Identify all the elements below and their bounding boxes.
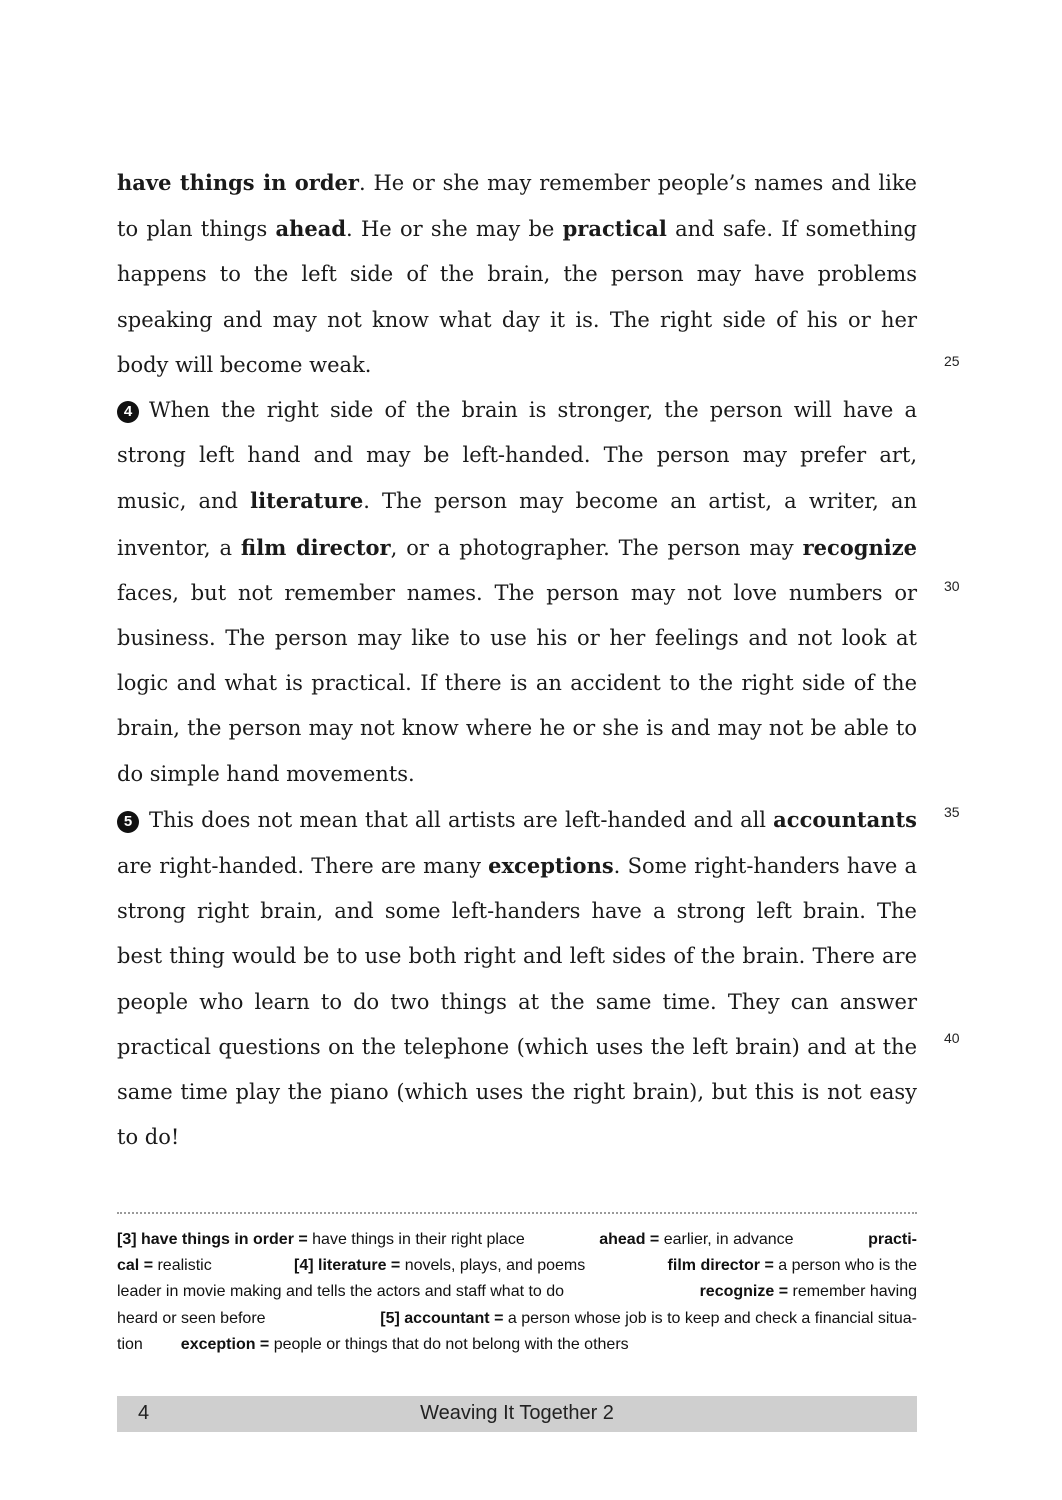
glossary-entry: ahead = earlier, in advance [599,1231,794,1248]
glossary-line: leader in movie making and tells the actors and staff what to do recognize = remember having [117,1279,917,1305]
line-number: 35 [944,804,960,820]
glossary-entry: exception = people or things that do not belong with the others [180,1335,629,1353]
paragraph-5: 5 This does not mean that all artists are left-handed and all accountants are right-handed. There are many exceptions. Some right-handers have a strong right brain, and some left-handers have a strong left brain. The best thing would be to use both right and left sides of the brain. There are people who learn to do two things at the same time. They can answer practical questions on the telephone (which uses the left brain) and at the same time play the piano (which uses the right brain), but this is not easy to do! [117,806,917,1150]
line-number: 30 [944,578,960,594]
vocab-term: have things in order [117,170,359,195]
glossary-entry: film director = a person who is the [667,1257,917,1275]
glossary-entry: [4] literature = novels, plays, and poems [294,1257,586,1275]
line-number: 40 [944,1030,960,1046]
paragraph-number-badge: 4 [117,401,139,423]
page-number: 4 [138,1402,150,1424]
paragraph-4: 4 When the right side of the brain is stronger, the person will have a strong left hand and may be left-handed. The person may prefer art, music, and literature. The person may become an artist, a writer, an inventor, a film director, or a photographer. The person may recognize faces, but not remember names. The person may not love numbers or business. The person may like to use his or her feelings and not look at logic and what is practical. If there is an accident to the right side of the brain, the person may not know where he or she is and may not be able to do simple hand movements. [117,398,917,786]
paragraph-3-continued: have things in order. He or she may remember people’s names and like to plan things ahead. He or she may be practical and safe. If something happens to the left side of the brain, the person may have problems speaking and may not know what day it is. The right side of his or her body will become weak. [117,170,917,377]
vocabulary-glossary [117,1227,917,1358]
glossary-entry: recognize = remember having [699,1283,917,1301]
glossary-entry: [3] have things in order = have things in their right place [117,1231,525,1248]
vocab-term: exceptions [488,853,614,879]
line-number: 25 [944,353,960,369]
book-title: Weaving It Together 2 [420,1402,614,1424]
glossary-entry: [5] accountant = a person whose job is to keep and check a financial situa- [380,1309,917,1327]
footnote-divider [117,1212,917,1214]
vocab-term: literature [250,488,364,514]
vocab-term: ahead [275,216,347,242]
vocab-term: recognize [802,534,917,560]
glossary-entry: practi- [868,1231,917,1248]
glossary-entry: cal = realistic [117,1257,212,1275]
vocab-term: film director [240,534,391,560]
vocab-term: practical [562,216,667,242]
glossary-line: tion exception = people or things that do not belong with the others [117,1332,917,1358]
glossary-line: heard or seen before [5] accountant = a person whose job is to keep and check a financial situa- [117,1306,917,1332]
reading-passage [117,160,917,1160]
glossary-line [117,1253,917,1279]
paragraph-number-badge: 5 [117,811,139,833]
glossary-line [117,1227,917,1253]
vocab-term: accountants [773,806,917,832]
